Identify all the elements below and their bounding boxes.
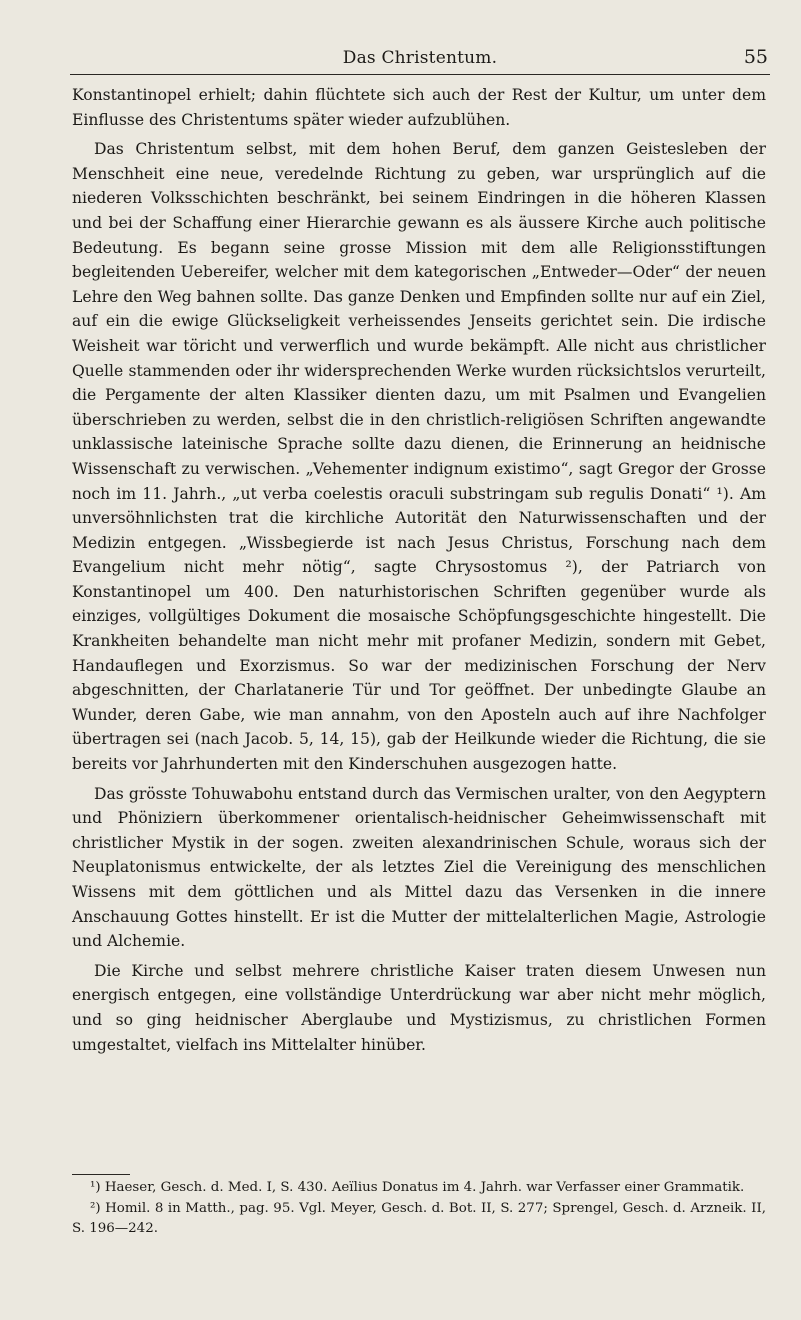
paragraph-4: Die Kirche und selbst mehrere christliche Kaiser traten diesem Unwesen nun energisch entgegen, eine vollständige Unterdrückung war aber nicht mehr möglich, und so ging heidnischer Aberglaube und Mystizismus, zu christlichen Formen umgestaltet, vielfach ins Mittelalter hinüber. xyxy=(72,961,766,1054)
page-number: 55 xyxy=(743,46,768,68)
paragraph-1: Konstantinopel erhielt; dahin flüchtete sich auch der Rest der Kultur, um unter dem Einflusse des Christentums später wieder aufzublühen. xyxy=(72,86,766,129)
footnotes xyxy=(72,1178,766,1240)
body-text xyxy=(72,83,766,1062)
footnote-rule xyxy=(72,1174,130,1175)
paragraph-2: Das Christentum selbst, mit dem hohen Beruf, dem ganzen Geistesleben der Menschheit eine neue, veredelnde Richtung zu geben, war ursprünglich auf die niederen Volksschichten beschränkt, bei seinem Eindringen in die höheren Klassen und bei der Schaffung einer Hierarchie gewann es als äussere Kirche auch politische Bedeutung. Es begann seine grosse Mission mit dem alle Religionsstiftungen begleitenden Uebereifer, welcher mit dem kategorischen „Entweder—Oder“ der neuen Lehre den Weg bahnen sollte. Das ganze Denken und Empfinden sollte nur auf ein Ziel, auf ein die ewige Glückseligkeit verheissendes Jenseits gerichtet sein. Die irdische Weisheit war töricht und verwerflich und wurde bekämpft. Alle nicht aus christlicher Quelle stammenden oder ihr widersprechenden Werke wurden rücksichtslos verurteilt, die Pergamente der alten Klassiker dienten dazu, um mit Psalmen und Evangelien überschrieben zu werden, selbst die in den christlich-religiösen Schriften angewandte unklassische lateinische Sprache sollte dazu dienen, die Erinnerung an heidnische Wissenschaft zu verwischen. „Vehementer indignum existimo“, sagt Gregor der Grosse noch im 11. Jahrh., „ut verba coelestis oraculi substringam sub regulis Donati“ ¹). Am unversöhnlichsten trat die kirchliche Autorität den Naturwissenschaften und der Medizin entgegen. „Wissbegierde ist nach Jesus Christus, Forschung nach dem Evangelium nicht mehr nötig“, sagte Chrysostomus ²), der Patriarch von Konstantinopel um 400. Den naturhistorischen Schriften gegenüber wurde als einziges, vollgültiges Dokument die mosaische Schöpfungsgeschichte hingestellt. Die Krankheiten behandelte man nicht mehr mit profaner Medizin, sondern mit Gebet, Handauflegen und Exorzismus. So war der medizinischen Forschung der Nerv abgeschnitten, der Charlatanerie Tür und Tor geöffnet. Der unbedingte Glaube an Wunder, deren Gabe, wie man annahm, von den Aposteln auch auf ihre Nachfolger übertragen sei (nach Jacob. 5, 14, 15), gab der Heilkunde wieder die Richtung, die sie bereits vor Jahrhunderten mit den Kinderschuhen ausgezogen hatte. xyxy=(72,140,766,774)
footnote-1: ¹) Haeser, Gesch. d. Med. I, S. 430. Aeïlius Donatus im 4. Jahrh. war Verfasser einer Grammatik. xyxy=(90,1180,745,1195)
paragraph-3: Das grösste Tohuwabohu entstand durch das Vermischen uralter, von den Aegyptern und Phöniziern überkommener orientalisch-heidnischer Geheimwissenschaft mit christlicher Mystik in der sogen. zweiten alexandrinischen Schule, woraus sich der Neuplatonismus entwickelte, der als letztes Ziel die Vereinigung des menschlichen Wissens mit dem göttlichen und als Mittel dazu das Versenken in die innere Anschauung Gottes hinstellt. Er ist die Mutter der mittelalterlichen Magie, Astrologie und Alchemie. xyxy=(72,784,766,951)
page-header xyxy=(70,46,770,75)
footnote-2: ²) Homil. 8 in Matth., pag. 95. Vgl. Meyer, Gesch. d. Bot. II, S. 277; Sprengel, Gesch. d. Arzneik. II, S. 196—242. xyxy=(72,1200,766,1237)
running-head: Das Christentum. xyxy=(342,48,498,68)
